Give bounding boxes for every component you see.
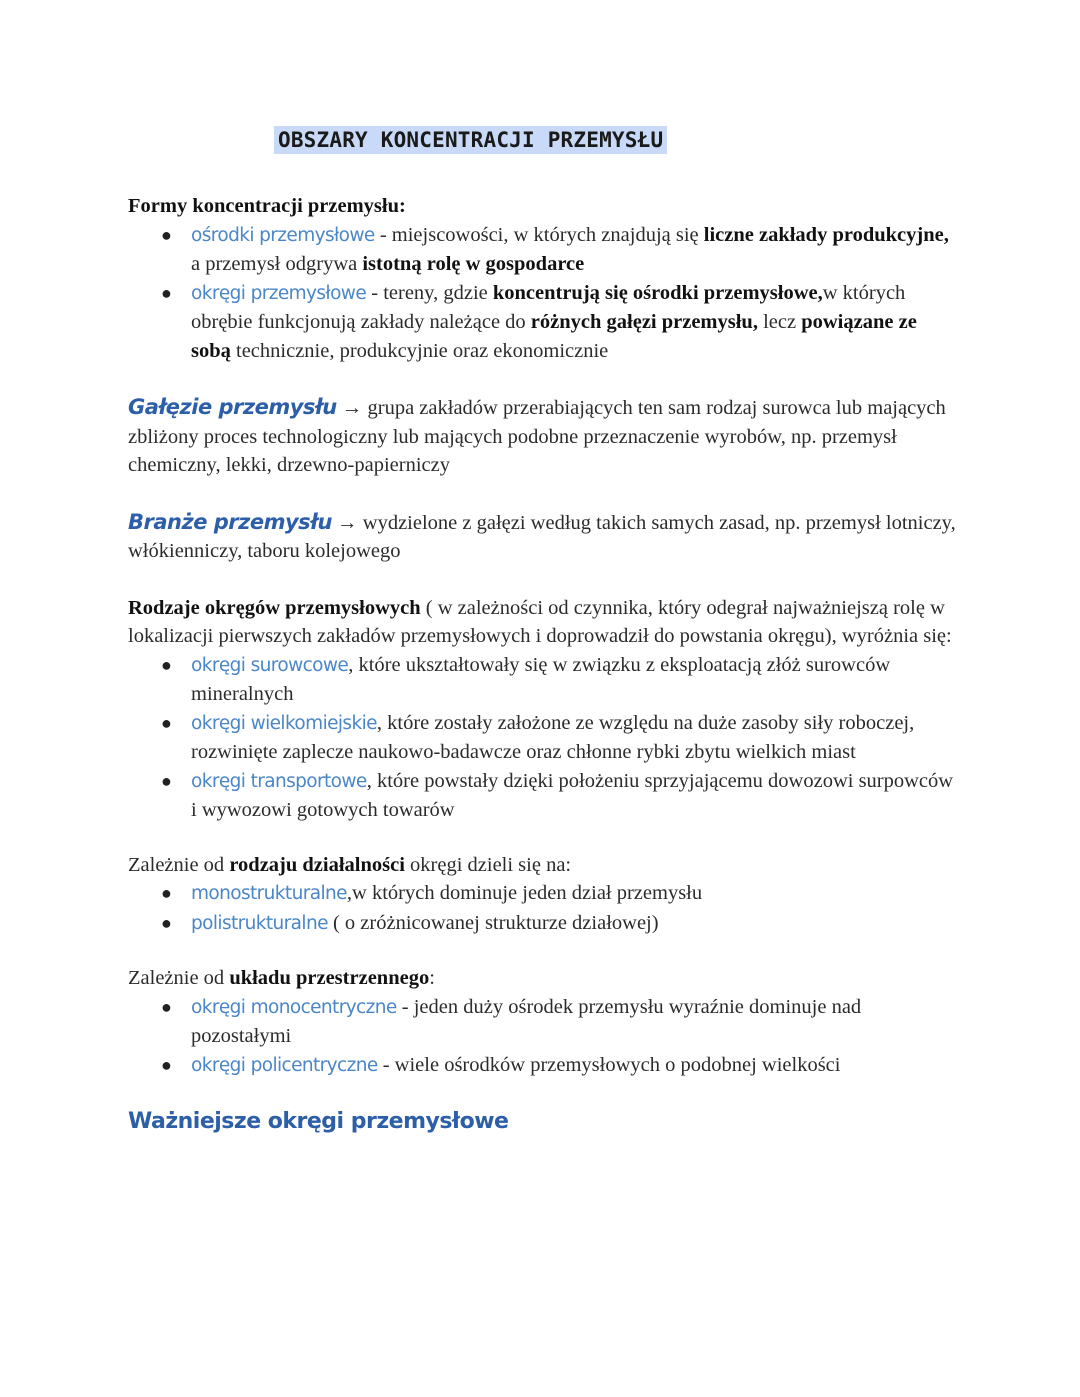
sectors-heading: Branże przemysłu (128, 509, 333, 534)
document-body (128, 192, 958, 1137)
activity-list (128, 879, 958, 938)
list-item: ● monostrukturalne,w których dominuje jeden dział przemysłu (191, 879, 958, 909)
list-item: ● polistrukturalne ( o zróżnicowanej strukturze działowej) (191, 909, 958, 939)
sectors-paragraph: Branże przemysłu → wydzielone z gałęzi według takich samych zasad, np. przemysł lotniczy, włókienniczy, taboru kolejowego (128, 509, 956, 562)
list-item: ● okręgi wielkomiejskie, które zostały założone ze względu na duże zasoby siły roboczej, rozwinięte zaplecze naukowo-badawcze oraz chłonne rybki zbytu wielkich miast (191, 709, 958, 767)
branches-heading: Gałęzie przemysłu (128, 395, 337, 419)
types-list (128, 651, 958, 825)
section-heading: Ważniejsze okręgi przemysłowe (128, 1109, 509, 1134)
list-item: ● okręgi transportowe, które powstały dzięki położeniu sprzyjającemu dowozowi surpowców i wywozowi gotowych towarów (191, 767, 958, 825)
page-title: OBSZARY KONCENTRACJI PRZEMYSŁU (274, 126, 667, 154)
forms-heading: Formy koncentracji przemysłu: (128, 195, 406, 217)
bullet-icon: ● (161, 654, 172, 675)
types-heading: Rodzaje okręgów przemysłowych (128, 596, 421, 619)
term-highlight: okręgi policentryczne (191, 1054, 378, 1076)
term-highlight: polistrukturalne (191, 912, 328, 934)
activity-paragraph: Zależnie od rodzaju działalności okręgi dzieli się na: (128, 853, 572, 876)
bullet-icon: ● (161, 883, 172, 903)
forms-list (128, 221, 958, 366)
term-highlight: monostrukturalne (191, 883, 347, 904)
spatial-list (128, 993, 958, 1081)
bullet-icon: ● (161, 912, 172, 933)
term-highlight: ośrodki przemysłowe (191, 224, 375, 246)
types-paragraph: Rodzaje okręgów przemysłowych ( w zależności od czynnika, który odegrał najważniejszą rolę w lokalizacji pierwszych zakładów przemysłowych i doprowadził do powstania okręgu), wyróżnia się: (128, 596, 952, 647)
spatial-paragraph: Zależnie od układu przestrzennego: (128, 967, 435, 989)
term-highlight: okręgi przemysłowe (191, 282, 367, 304)
list-item: ● okręgi surowcowe, które ukształtowały się w związku z eksploatacją złóż surowców mineralnych (191, 651, 958, 709)
bullet-icon: ● (161, 224, 172, 245)
list-item: ● okręgi policentryczne - wiele ośrodków przemysłowych o podobnej wielkości (191, 1051, 958, 1081)
bullet-icon: ● (161, 770, 172, 791)
term-highlight: okręgi surowcowe (191, 654, 349, 676)
bullet-icon: ● (161, 282, 172, 303)
term-highlight: okręgi transportowe (191, 770, 367, 792)
list-item: ● okręgi przemysłowe - tereny, gdzie koncentrują się ośrodki przemysłowe,w których obrębie funkcjonują zakłady należące do różnych gałęzi przemysłu, lecz powiązane ze sobą technicznie, produkcyjnie oraz ekonomicznie (191, 279, 958, 366)
bullet-icon: ● (161, 1054, 172, 1075)
term-highlight: okręgi monocentryczne (191, 996, 397, 1018)
branches-paragraph: Gałęzie przemysłu → grupa zakładów przerabiających ten sam rodzaj surowca lub mających zbliżony proces technologiczny lub mających podobne przeznaczenie wyrobów, np. przemysł chemiczny, lekki, drzewno-papierniczy (128, 395, 946, 476)
bullet-icon: ● (161, 712, 172, 733)
list-item: ● ośrodki przemysłowe - miejscowości, w których znajdują się liczne zakłady produkcyjne, a przemysł odgrywa istotną rolę w gospodarce (191, 221, 958, 279)
list-item: ● okręgi monocentryczne - jeden duży ośrodek przemysłu wyraźnie dominuje nad pozostałymi (191, 993, 958, 1051)
term-highlight: okręgi wielkomiejskie (191, 712, 377, 734)
bullet-icon: ● (161, 996, 172, 1017)
